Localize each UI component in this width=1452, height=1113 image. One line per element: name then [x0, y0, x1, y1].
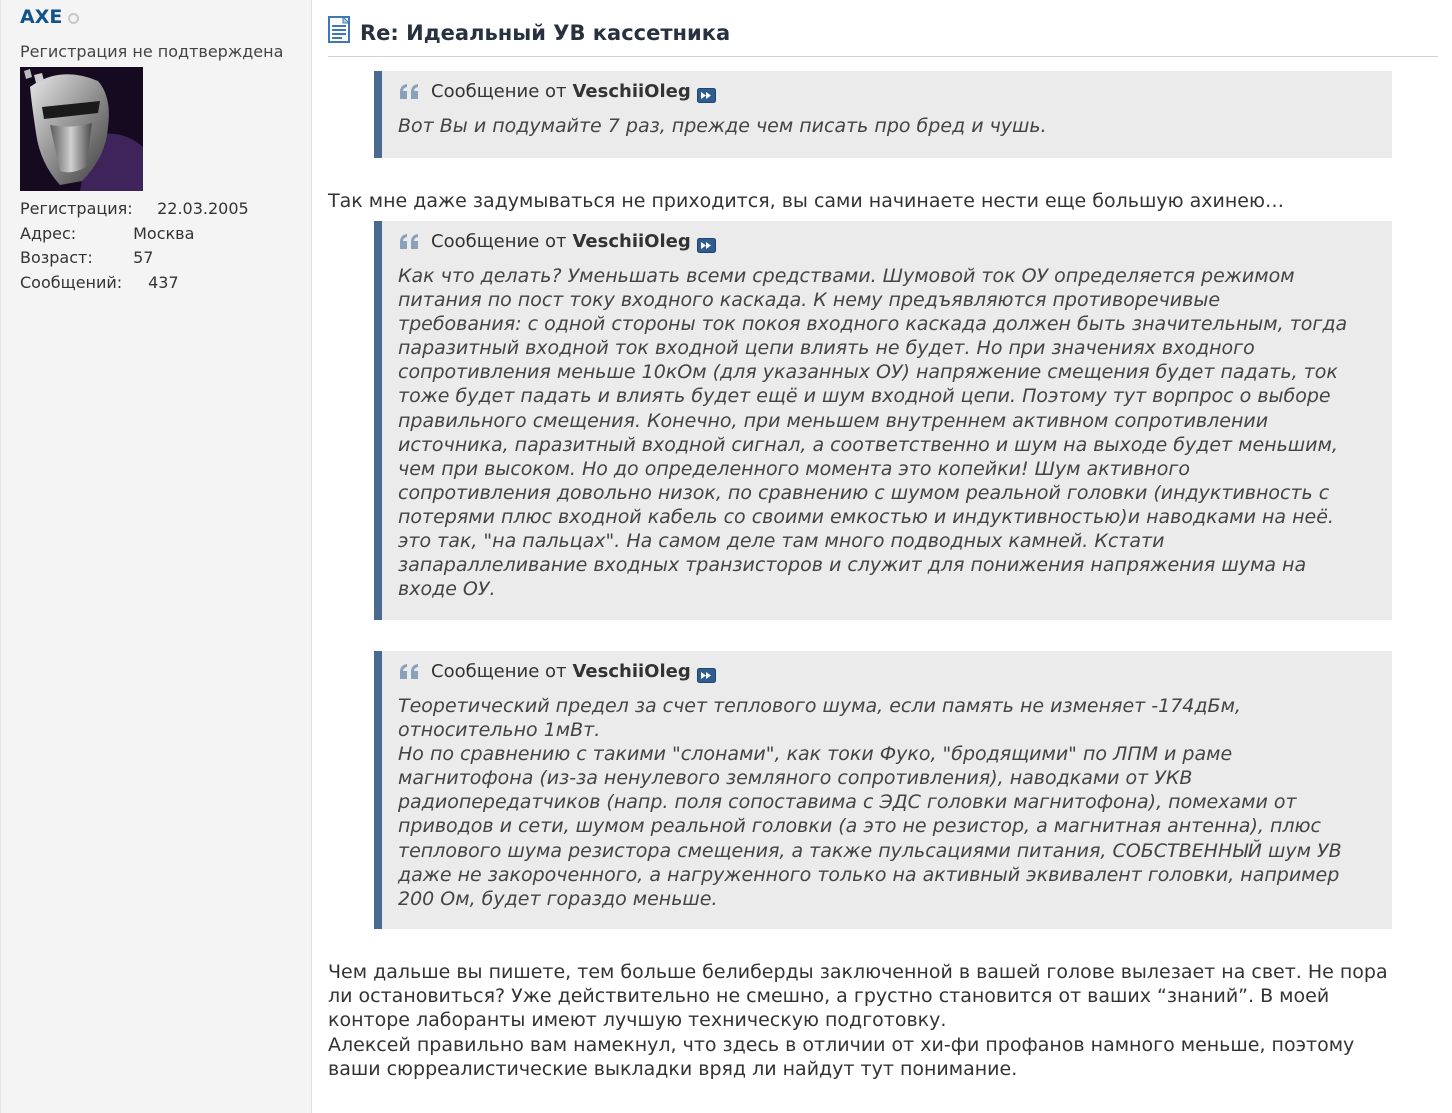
username-row	[20, 6, 79, 28]
quote-prefix: Сообщение от	[431, 661, 567, 682]
quote-block	[374, 71, 1392, 158]
profile-row-age: Возраст: 57	[20, 248, 154, 267]
quote-text: Как что делать? Уменьшать всеми средствами. Шумовой ток ОУ определяется режимом питания по пост току входного каскада. К нему предъявляются противоречивые требования: с одной стороны ток покоя входного каскада должен быть значительным, тогда паразитный входной ток входной цепи влиять не будет. Но при значениях входного сопротивления меньше 10кОм (для указанных ОУ) напряжение смещения будет падать, ток тоже будет падать и влиять будет ещё и шум входной цепи. Поэтому тут ворпрос о выборе правильного смещения. Конечно, при меньшем внутреннем активном сопротивлении источника, паразитный входной сигнал, а соответственно и шум на выходе будет меньшим, чем при высоком. Но до определенного момента это копейки! Шум активного сопротивления довольно низок, по сравнению с шумом реальной головки (индуктивность с потерями плюс входной кабель со своими емкостью и индуктивностью)и наводками на неё. это так, "на пальцах". На самом деле там много подводных камней. Кстати запараллеливание входных транзисторов и служит для понижения напряжения шума на входе ОУ.	[398, 265, 1348, 601]
document-icon	[328, 16, 352, 44]
post-header	[328, 16, 1438, 57]
quote-marks-icon	[398, 663, 421, 680]
view-post-icon[interactable]	[697, 88, 716, 103]
profile-row-posts: Сообщений: 437	[20, 272, 179, 292]
username-link[interactable]: AXE	[20, 6, 63, 28]
author-sidebar	[0, 0, 312, 1113]
quote-text: Вот Вы и подумайте 7 раз, прежде чем писать про бред и чушь.	[398, 115, 1047, 137]
quote-author: VeschiiOleg	[572, 81, 691, 102]
offline-status-icon	[68, 13, 79, 24]
avatar[interactable]	[20, 67, 143, 191]
quote-header	[398, 80, 1376, 104]
quote-marks-icon	[398, 83, 421, 100]
profile-row-address: Адрес: Москва	[20, 223, 195, 243]
reply-text: Так мне даже задумываться не приходится, вы сами начинаете нести еще большую ахинею…	[328, 190, 1284, 212]
view-post-icon[interactable]	[697, 238, 716, 253]
quote-block	[374, 651, 1392, 929]
profile-row-registration: Регистрация: 22.03.2005	[20, 199, 249, 218]
quote-block	[374, 221, 1392, 620]
user-rank: Регистрация не подтверждена	[20, 42, 284, 61]
profile-details	[20, 197, 249, 295]
knight-helmet-icon	[20, 67, 143, 191]
quote-header	[398, 660, 1376, 684]
quote-header	[398, 230, 1376, 254]
quote-author: VeschiiOleg	[572, 661, 691, 682]
quote-marks-icon	[398, 233, 421, 250]
post-title[interactable]: Re: Идеальный УВ кассетника	[360, 21, 731, 45]
quote-prefix: Сообщение от	[431, 81, 567, 102]
view-post-icon[interactable]	[697, 668, 716, 683]
quote-author: VeschiiOleg	[572, 231, 691, 252]
quote-text: Теоретический предел за счет теплового шума, если память не изменяет -174дБм, относительно 1мВт. Но по сравнению с такими "слонами", как токи Фуко, "бродящими" по ЛПМ и раме магнитофона (из-за ненулевого земляного сопротивления), наводками от УКВ радиопередатчиков (напр. поля сопоставима с ЭДС головки магнитофона), помехами от приводов и сети, шумом реальной головки (а это не резистор, а магнитная антенна), плюс теплового шума резистора смещения, а также пульсациями питания, СОБСТВЕННЫЙ шум УВ даже не закороченного, а нагруженного только на активный эквивалент головки, например 200 Ом, будет гораздо меньше.	[398, 695, 1342, 910]
quote-prefix: Сообщение от	[431, 231, 567, 252]
reply-text: Чем дальше вы пишете, тем больше белиберды заключенной в вашей голове вылезает на свет. Не пора ли остановиться? Уже действительно не смешно, а грустно становится от ваших “знаний”. В моей конторе лаборанты имеют лучшую техническую подготовку. Алексей правильно вам намекнул, что здесь в отличии от хи-фи профанов намного меньше, поэтому ваши сюрреалистические выкладки вряд ли найдут тут понимание.	[328, 961, 1388, 1080]
